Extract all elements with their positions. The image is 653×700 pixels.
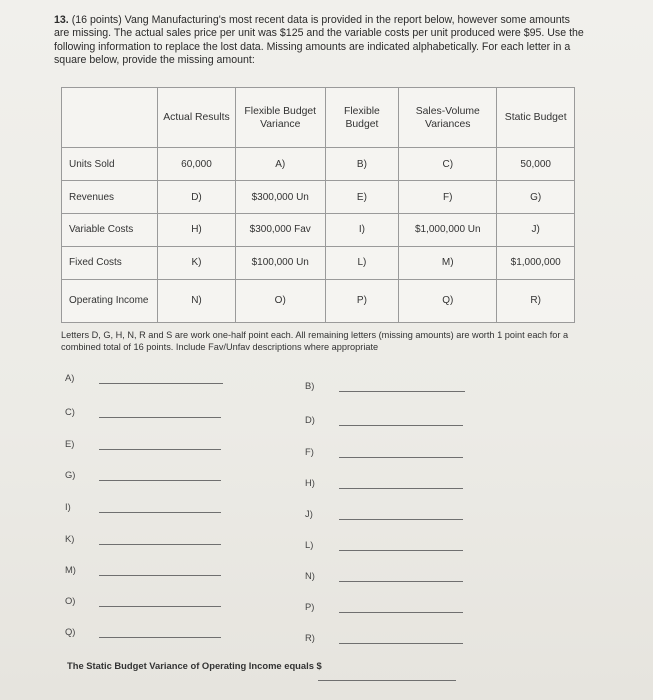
- table-row-operating-income: [62, 279, 575, 322]
- table-cell: $1,000,000 Un: [399, 213, 497, 246]
- header-sales-volume-variances: Sales-Volume Variances: [399, 88, 497, 148]
- performance-report-table: [61, 87, 575, 323]
- table-cell: $300,000 Fav: [235, 213, 325, 246]
- grading-note: Letters D, G, H, N, R and S are work one-half point each. All remaining letters (missing amounts) are worth 1 point each for a combined total of 16 points. Include Fav/Unfav descriptions where appropriate: [61, 330, 569, 352]
- table-cell: D): [158, 181, 236, 214]
- answer-label: J): [305, 508, 313, 519]
- answer-blank[interactable]: [99, 512, 221, 513]
- answer-label: L): [305, 539, 314, 550]
- answer-label: R): [305, 632, 315, 643]
- static-budget-variance-prompt: The Static Budget Variance of Operating Income equals $: [67, 660, 322, 671]
- header-static-budget: Static Budget: [497, 88, 575, 148]
- answer-label: K): [65, 533, 75, 544]
- answer-label: G): [65, 469, 76, 480]
- table-cell: P): [325, 279, 398, 322]
- table-cell: J): [497, 213, 575, 246]
- table-cell: I): [325, 213, 398, 246]
- table-cell: $100,000 Un: [235, 246, 325, 279]
- answer-blank[interactable]: [339, 425, 463, 426]
- table-cell: $1,000,000: [497, 246, 575, 279]
- answer-blank[interactable]: [99, 637, 221, 638]
- table-cell: H): [158, 213, 236, 246]
- question-text: [54, 14, 584, 68]
- answer-blank[interactable]: [99, 383, 223, 384]
- answer-blank[interactable]: [339, 550, 463, 551]
- table-row-fixed-costs: [62, 246, 575, 279]
- header-flexible-budget: Flexible Budget: [325, 88, 398, 148]
- answer-label: H): [305, 477, 315, 488]
- header-actual-results: Actual Results: [158, 88, 236, 148]
- table-cell: K): [158, 246, 236, 279]
- answer-blank[interactable]: [339, 391, 465, 392]
- answer-label: M): [65, 564, 76, 575]
- answer-blank[interactable]: [99, 417, 221, 418]
- table-cell: E): [325, 181, 398, 214]
- table-cell: O): [235, 279, 325, 322]
- answer-label: O): [65, 595, 76, 606]
- answer-blank[interactable]: [339, 581, 463, 582]
- answer-blank[interactable]: [99, 449, 221, 450]
- table-row-revenues: [62, 181, 575, 214]
- answer-label: E): [65, 438, 75, 449]
- table-row-variable-costs: [62, 213, 575, 246]
- question-number: 13.: [54, 14, 69, 26]
- table-cell: B): [325, 148, 398, 181]
- answer-label: B): [305, 380, 315, 391]
- corner-cell: [62, 88, 158, 148]
- table-row-units-sold: [62, 148, 575, 181]
- table-cell: $300,000 Un: [235, 181, 325, 214]
- answer-blank[interactable]: [99, 606, 221, 607]
- row-label: Fixed Costs: [62, 246, 158, 279]
- header-flexible-budget-variance: Flexible Budget Variance: [235, 88, 325, 148]
- answer-label: N): [305, 570, 315, 581]
- answer-label: I): [65, 501, 71, 512]
- table-cell: C): [399, 148, 497, 181]
- static-budget-variance-blank[interactable]: [318, 680, 456, 681]
- table-cell: 50,000: [497, 148, 575, 181]
- table-cell: A): [235, 148, 325, 181]
- answer-blank[interactable]: [339, 488, 463, 489]
- table-cell: N): [158, 279, 236, 322]
- row-label: Units Sold: [62, 148, 158, 181]
- answer-blank[interactable]: [339, 643, 463, 644]
- question-body: (16 points) Vang Manufacturing's most recent data is provided in the report below, however some amounts are missing. The actual sales price per unit was $125 and the variable costs per unit produced were $95. Use the following information to replace the lost data. Missing amounts are indicated alphabetically. For each letter in a square below, provide the missing amount:: [54, 14, 584, 67]
- answer-label: Q): [65, 626, 76, 637]
- table-cell: R): [497, 279, 575, 322]
- answer-label: A): [65, 372, 75, 383]
- row-label: Operating Income: [62, 279, 158, 322]
- answer-blank[interactable]: [339, 519, 463, 520]
- row-label: Variable Costs: [62, 213, 158, 246]
- table-cell: L): [325, 246, 398, 279]
- table-cell: Q): [399, 279, 497, 322]
- table-cell: F): [399, 181, 497, 214]
- answer-label: C): [65, 406, 75, 417]
- answer-blank[interactable]: [99, 544, 221, 545]
- answer-blank[interactable]: [339, 457, 463, 458]
- answer-blank[interactable]: [339, 612, 463, 613]
- table-cell: M): [399, 246, 497, 279]
- table-cell: 60,000: [158, 148, 236, 181]
- answer-blank[interactable]: [99, 480, 221, 481]
- answer-label: P): [305, 601, 315, 612]
- answer-label: D): [305, 414, 315, 425]
- table-cell: G): [497, 181, 575, 214]
- answer-blank[interactable]: [99, 575, 221, 576]
- row-label: Revenues: [62, 181, 158, 214]
- answer-label: F): [305, 446, 314, 457]
